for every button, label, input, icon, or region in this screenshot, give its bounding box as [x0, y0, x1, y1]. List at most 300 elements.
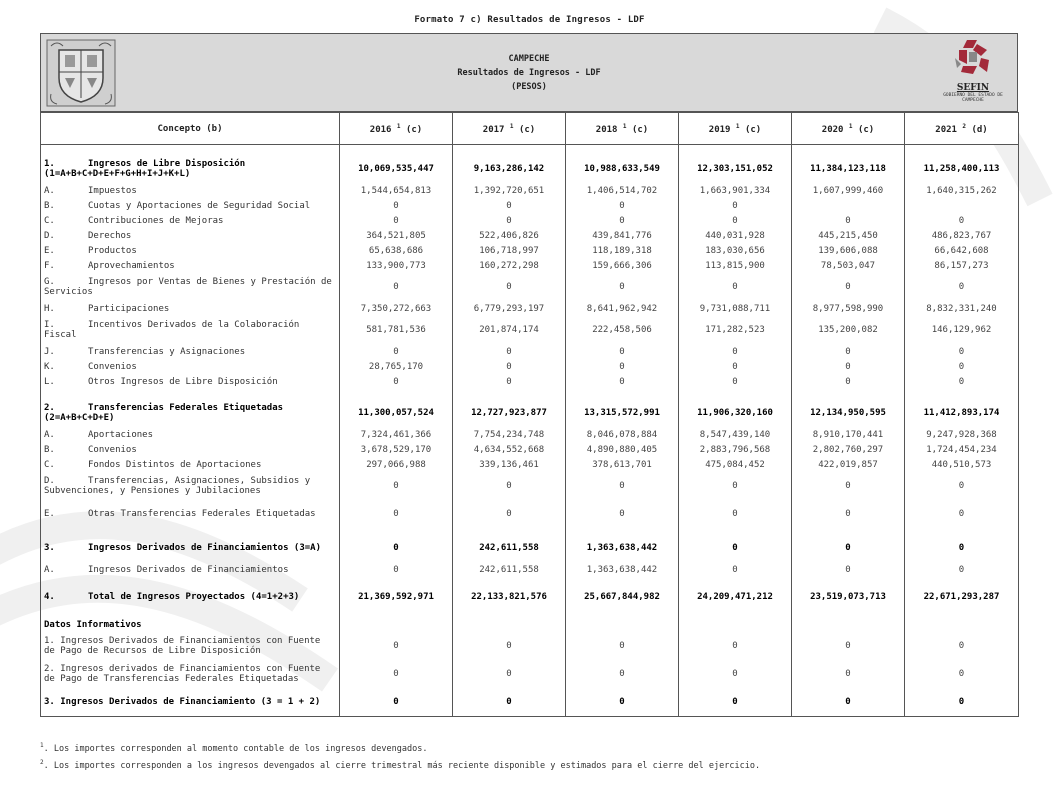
value-cell-2021	[905, 198, 1019, 213]
value-cell-2018: 0	[566, 472, 679, 500]
concept-cell	[41, 316, 340, 344]
value-cell-2019: 475,084,452	[679, 457, 792, 472]
concept-label: Productos	[88, 245, 137, 256]
concept-label: Incentivos Derivados de la Colaboración Fiscal	[44, 320, 300, 340]
concept-cell	[41, 198, 340, 213]
value-cell-2016: 3,678,529,170	[340, 442, 453, 457]
value-cell-2017: 0	[453, 374, 566, 389]
concept-label: 3. Ingresos Derivados de Financiamiento (3 = 1 + 2)	[44, 697, 321, 707]
year-label: 2018	[595, 124, 618, 135]
value-cell-2018: 10,988,633,549	[566, 155, 679, 183]
concept-prefix: E.	[44, 245, 55, 256]
value-cell-2017: 0	[453, 472, 566, 500]
concept-cell	[41, 457, 340, 472]
footnote-marker: 2	[40, 758, 44, 766]
concept-cell	[41, 243, 340, 258]
value-cell-2019: 1,663,901,334	[679, 183, 792, 198]
concept-cell	[41, 442, 340, 457]
spacer-cell	[905, 389, 1019, 399]
value-cell-2018: 0	[566, 198, 679, 213]
table-row	[41, 472, 1019, 500]
table-row	[41, 442, 1019, 457]
value-cell-2019: 0	[679, 472, 792, 500]
concept-cell	[41, 301, 340, 316]
year-footnote-marker: 1	[622, 122, 627, 130]
value-cell-2016: 581,781,536	[340, 316, 453, 344]
table-row	[41, 155, 1019, 183]
spacer-cell	[340, 389, 453, 399]
value-cell-2020: 0	[792, 359, 905, 374]
table-header-row	[41, 113, 1019, 145]
value-cell-2019	[679, 617, 792, 632]
footnote-marker: 1	[40, 742, 44, 749]
value-cell-2021: 0	[905, 660, 1019, 688]
value-cell-2019: 113,815,900	[679, 258, 792, 273]
concept-prefix: 3.	[44, 543, 55, 553]
table-row	[41, 344, 1019, 359]
value-cell-2021: 11,258,400,113	[905, 155, 1019, 183]
value-cell-2018: 0	[566, 344, 679, 359]
value-cell-2020: 0	[792, 273, 905, 301]
value-cell-2021: 86,157,273	[905, 258, 1019, 273]
concept-prefix: 2.	[44, 403, 55, 413]
year-tag: (c)	[857, 124, 875, 135]
value-cell-2021: 1,640,315,262	[905, 183, 1019, 198]
value-cell-2017: 0	[453, 213, 566, 228]
value-cell-2016: 0	[340, 344, 453, 359]
table-row	[41, 316, 1019, 344]
value-cell-2020: 11,384,123,118	[792, 155, 905, 183]
value-cell-2016: 0	[340, 472, 453, 500]
table-row	[41, 534, 1019, 562]
value-cell-2016: 0	[340, 562, 453, 577]
value-cell-2019: 0	[679, 660, 792, 688]
value-cell-2018: 159,666,306	[566, 258, 679, 273]
sefin-logo	[937, 38, 1009, 108]
value-cell-2021: 11,412,893,174	[905, 399, 1019, 427]
value-cell-2017: 4,634,552,668	[453, 442, 566, 457]
spacer-cell	[679, 389, 792, 399]
concept-prefix: L.	[44, 376, 55, 387]
value-cell-2018: 1,363,638,442	[566, 534, 679, 562]
concept-prefix: C.	[44, 215, 55, 226]
spacer-cell	[41, 389, 340, 399]
value-cell-2020: 0	[792, 660, 905, 688]
value-cell-2020: 0	[792, 374, 905, 389]
value-cell-2018: 0	[566, 273, 679, 301]
value-cell-2021: 0	[905, 359, 1019, 374]
concept-prefix: G.	[44, 277, 55, 287]
concept-prefix: E.	[44, 509, 55, 519]
concept-cell	[41, 183, 340, 198]
value-cell-2017: 242,611,558	[453, 562, 566, 577]
concept-cell	[41, 258, 340, 273]
concept-prefix: K.	[44, 361, 55, 372]
concept-label: Contribuciones de Mejoras	[88, 215, 224, 226]
value-cell-2016: 0	[340, 273, 453, 301]
value-cell-2021: 22,671,293,287	[905, 583, 1019, 611]
concept-label: Ingresos Derivados de Financiamientos	[88, 564, 289, 575]
value-cell-2020: 8,977,598,990	[792, 301, 905, 316]
concept-label: Ingresos de Libre Disposición (1=A+B+C+D+E+F+G+H+I+J+K+L)	[44, 159, 246, 179]
concept-label: Fondos Distintos de Aportaciones	[88, 459, 262, 470]
value-cell-2019: 0	[679, 273, 792, 301]
spacer-cell	[679, 145, 792, 156]
year-tag: (c)	[405, 124, 423, 135]
value-cell-2019: 0	[679, 198, 792, 213]
value-cell-2021: 0	[905, 273, 1019, 301]
value-cell-2019: 0	[679, 344, 792, 359]
concept-cell	[41, 399, 340, 427]
concept-prefix: D.	[44, 230, 55, 241]
value-cell-2019: 0	[679, 500, 792, 528]
spacer-row	[41, 389, 1019, 399]
value-cell-2018	[566, 617, 679, 632]
value-cell-2021: 0	[905, 534, 1019, 562]
value-cell-2017	[453, 617, 566, 632]
value-cell-2016	[340, 617, 453, 632]
value-cell-2019: 171,282,523	[679, 316, 792, 344]
value-cell-2021: 486,823,767	[905, 228, 1019, 243]
concept-label: Ingresos Derivados de Financiamientos (3=A)	[88, 543, 321, 553]
table-row	[41, 183, 1019, 198]
value-cell-2021: 0	[905, 374, 1019, 389]
year-footnote-marker: 1	[509, 122, 514, 130]
value-cell-2016: 7,350,272,663	[340, 301, 453, 316]
table-row	[41, 688, 1019, 717]
table-row	[41, 500, 1019, 528]
footnote-text: . Los importes corresponden a los ingresos devengados al cierre trimestral más reciente disponible y estimados para el cierre del ejercicio.	[43, 760, 761, 771]
value-cell-2016: 0	[340, 688, 453, 717]
table-row	[41, 228, 1019, 243]
concept-prefix: J.	[44, 346, 55, 357]
value-cell-2020: 2,802,760,297	[792, 442, 905, 457]
spacer-cell	[566, 389, 679, 399]
value-cell-2017: 7,754,234,748	[453, 427, 566, 442]
value-cell-2016: 0	[340, 500, 453, 528]
value-cell-2019: 0	[679, 374, 792, 389]
table-row	[41, 301, 1019, 316]
spacer-cell	[792, 145, 905, 156]
year-label: 2017	[482, 124, 505, 135]
concept-cell	[41, 688, 340, 717]
value-cell-2017: 201,874,174	[453, 316, 566, 344]
concept-prefix: C.	[44, 459, 55, 470]
concept-cell	[41, 427, 340, 442]
year-column-header-2018	[566, 113, 679, 145]
table-row	[41, 562, 1019, 577]
year-footnote-marker: 1	[735, 122, 740, 130]
value-cell-2017: 0	[453, 660, 566, 688]
value-cell-2018: 8,641,962,942	[566, 301, 679, 316]
value-cell-2020: 1,607,999,460	[792, 183, 905, 198]
concept-cell	[41, 374, 340, 389]
income-results-table	[40, 112, 1019, 717]
table-row	[41, 273, 1019, 301]
concept-label: Participaciones	[88, 303, 170, 314]
value-cell-2018: 0	[566, 359, 679, 374]
footnote	[40, 739, 760, 756]
value-cell-2019: 12,303,151,052	[679, 155, 792, 183]
spacer-row	[41, 145, 1019, 156]
value-cell-2017: 0	[453, 632, 566, 660]
value-cell-2016: 0	[340, 534, 453, 562]
value-cell-2017: 242,611,558	[453, 534, 566, 562]
footnotes	[40, 739, 760, 773]
value-cell-2018: 0	[566, 500, 679, 528]
concept-cell	[41, 472, 340, 500]
value-cell-2020: 8,910,170,441	[792, 427, 905, 442]
value-cell-2021	[905, 617, 1019, 632]
value-cell-2020: 422,019,857	[792, 457, 905, 472]
year-label: 2019	[708, 124, 731, 135]
value-cell-2019: 9,731,088,711	[679, 301, 792, 316]
value-cell-2018: 8,046,078,884	[566, 427, 679, 442]
concept-prefix: B.	[44, 200, 55, 211]
value-cell-2016: 364,521,805	[340, 228, 453, 243]
concept-cell	[41, 500, 340, 528]
value-cell-2018: 0	[566, 213, 679, 228]
value-cell-2020: 135,200,082	[792, 316, 905, 344]
value-cell-2020: 445,215,450	[792, 228, 905, 243]
spacer-cell	[453, 145, 566, 156]
value-cell-2016: 133,900,773	[340, 258, 453, 273]
value-cell-2018: 0	[566, 374, 679, 389]
value-cell-2016: 21,369,592,971	[340, 583, 453, 611]
value-cell-2021: 8,832,331,240	[905, 301, 1019, 316]
value-cell-2019: 0	[679, 688, 792, 717]
report-banner	[40, 33, 1018, 112]
sefin-emblem-icon	[951, 38, 995, 78]
value-cell-2021: 0	[905, 562, 1019, 577]
value-cell-2021: 0	[905, 632, 1019, 660]
value-cell-2021: 0	[905, 472, 1019, 500]
value-cell-2016: 0	[340, 213, 453, 228]
value-cell-2018: 0	[566, 660, 679, 688]
value-cell-2016: 11,300,057,524	[340, 399, 453, 427]
table-row	[41, 457, 1019, 472]
year-column-header-2020	[792, 113, 905, 145]
value-cell-2021: 146,129,962	[905, 316, 1019, 344]
concept-prefix: B.	[44, 444, 55, 455]
concept-prefix: 1.	[44, 159, 55, 169]
year-label: 2016	[369, 124, 392, 135]
value-cell-2020: 23,519,073,713	[792, 583, 905, 611]
value-cell-2016: 10,069,535,447	[340, 155, 453, 183]
value-cell-2020: 0	[792, 534, 905, 562]
sefin-logo-text: SEFIN	[956, 83, 990, 93]
concept-cell	[41, 359, 340, 374]
concept-prefix: 4.	[44, 592, 55, 602]
value-cell-2019: 183,030,656	[679, 243, 792, 258]
year-footnote-marker: 1	[848, 122, 853, 130]
table-row	[41, 660, 1019, 688]
value-cell-2016: 297,066,988	[340, 457, 453, 472]
section-heading-row	[41, 617, 1019, 632]
concept-label: Aportaciones	[88, 429, 154, 440]
value-cell-2021: 1,724,454,234	[905, 442, 1019, 457]
value-cell-2019: 0	[679, 359, 792, 374]
year-label: 2021	[935, 124, 957, 135]
value-cell-2018: 0	[566, 632, 679, 660]
value-cell-2017: 522,406,826	[453, 228, 566, 243]
value-cell-2020: 0	[792, 500, 905, 528]
value-cell-2019: 0	[679, 562, 792, 577]
value-cell-2017: 0	[453, 359, 566, 374]
value-cell-2016: 7,324,461,366	[340, 427, 453, 442]
value-cell-2021: 440,510,573	[905, 457, 1019, 472]
spacer-cell	[566, 145, 679, 156]
value-cell-2019: 440,031,928	[679, 228, 792, 243]
value-cell-2021: 0	[905, 688, 1019, 717]
value-cell-2018: 25,667,844,982	[566, 583, 679, 611]
value-cell-2018: 0	[566, 688, 679, 717]
footnote	[40, 756, 760, 773]
value-cell-2021: 0	[905, 213, 1019, 228]
concept-cell	[41, 534, 340, 562]
table-row	[41, 427, 1019, 442]
concept-prefix: H.	[44, 303, 55, 314]
value-cell-2017: 0	[453, 500, 566, 528]
footnote-text: . Los importes corresponden al momento contable de los ingresos devengados.	[43, 743, 428, 754]
spacer-cell	[905, 145, 1019, 156]
value-cell-2020: 0	[792, 344, 905, 359]
concept-label: 2. Ingresos derivados de Financiamientos con Fuente de Pago de Transferencias Federales Etiquetadas	[44, 664, 321, 684]
value-cell-2017: 1,392,720,651	[453, 183, 566, 198]
value-cell-2021: 66,642,608	[905, 243, 1019, 258]
concept-prefix: D.	[44, 476, 55, 486]
value-cell-2016: 0	[340, 632, 453, 660]
value-cell-2016: 0	[340, 660, 453, 688]
year-footnote-marker: 2	[962, 122, 967, 130]
value-cell-2018: 4,890,880,405	[566, 442, 679, 457]
value-cell-2018: 13,315,572,991	[566, 399, 679, 427]
concept-label: Transferencias y Asignaciones	[88, 346, 246, 357]
value-cell-2020: 0	[792, 562, 905, 577]
value-cell-2017: 0	[453, 688, 566, 717]
value-cell-2019: 0	[679, 632, 792, 660]
concept-label: Convenios	[88, 444, 137, 455]
concept-cell	[41, 213, 340, 228]
concept-label: Ingresos por Ventas de Bienes y Prestación de Servicios	[44, 277, 332, 297]
year-tag: (c)	[518, 124, 536, 135]
table-row	[41, 198, 1019, 213]
concept-label: Transferencias, Asignaciones, Subsidios y Subvenciones, y Pensiones y Jubilaciones	[44, 476, 311, 496]
spacer-cell	[453, 389, 566, 399]
year-label: 2020	[821, 124, 844, 135]
concept-label: Aprovechamientos	[88, 260, 175, 271]
value-cell-2017: 22,133,821,576	[453, 583, 566, 611]
value-cell-2021: 0	[905, 344, 1019, 359]
value-cell-2018: 378,613,701	[566, 457, 679, 472]
spacer-cell	[792, 389, 905, 399]
concept-cell	[41, 228, 340, 243]
value-cell-2019: 0	[679, 213, 792, 228]
value-cell-2016: 0	[340, 374, 453, 389]
concept-cell	[41, 273, 340, 301]
entity-name: CAMPECHE	[508, 54, 550, 64]
concept-cell	[41, 562, 340, 577]
value-cell-2017: 339,136,461	[453, 457, 566, 472]
value-cell-2017: 0	[453, 273, 566, 301]
value-cell-2017: 106,718,997	[453, 243, 566, 258]
value-cell-2016: 0	[340, 198, 453, 213]
year-column-header-2019	[679, 113, 792, 145]
concept-cell	[41, 632, 340, 660]
year-tag: (d)	[971, 124, 988, 135]
value-cell-2021: 9,247,928,368	[905, 427, 1019, 442]
units-label: (PESOS)	[511, 82, 547, 92]
value-cell-2020: 12,134,950,595	[792, 399, 905, 427]
concept-prefix: A.	[44, 185, 55, 196]
document-title: Formato 7 c) Resultados de Ingresos - LDF	[414, 15, 645, 25]
concept-label: Derechos	[88, 230, 132, 241]
value-cell-2019: 8,547,439,140	[679, 427, 792, 442]
value-cell-2019: 24,209,471,212	[679, 583, 792, 611]
value-cell-2019: 2,883,796,568	[679, 442, 792, 457]
table-row	[41, 399, 1019, 427]
table-body	[41, 145, 1019, 717]
concept-label: Otras Transferencias Federales Etiquetadas	[88, 509, 316, 519]
concept-label: Convenios	[88, 361, 137, 372]
value-cell-2020: 0	[792, 213, 905, 228]
value-cell-2017: 12,727,923,877	[453, 399, 566, 427]
concept-cell	[41, 583, 340, 611]
value-cell-2018: 1,363,638,442	[566, 562, 679, 577]
value-cell-2018: 222,458,506	[566, 316, 679, 344]
concept-label: Cuotas y Aportaciones de Seguridad Social	[88, 200, 311, 211]
value-cell-2017: 160,272,298	[453, 258, 566, 273]
value-cell-2020: 0	[792, 688, 905, 717]
concept-prefix: I.	[44, 320, 55, 330]
report-name: Resultados de Ingresos - LDF	[457, 68, 601, 78]
concept-cell	[41, 660, 340, 688]
table-row	[41, 243, 1019, 258]
sefin-logo-subtitle: GOBIERNO DEL ESTADO DE CAMPECHE	[943, 93, 1003, 103]
year-tag: (c)	[631, 124, 649, 135]
table-row	[41, 583, 1019, 611]
spacer-cell	[340, 145, 453, 156]
value-cell-2018: 1,406,514,702	[566, 183, 679, 198]
value-cell-2018: 118,189,318	[566, 243, 679, 258]
concept-prefix: A.	[44, 564, 55, 575]
concept-label: Total de Ingresos Proyectados (4=1+2+3)	[88, 592, 300, 602]
year-column-header-2016	[340, 113, 453, 145]
table-row	[41, 632, 1019, 660]
table-row	[41, 258, 1019, 273]
spacer-cell	[41, 145, 340, 156]
year-tag: (c)	[744, 124, 762, 135]
value-cell-2016: 28,765,170	[340, 359, 453, 374]
value-cell-2018: 439,841,776	[566, 228, 679, 243]
value-cell-2017: 0	[453, 198, 566, 213]
table-row	[41, 359, 1019, 374]
table-row	[41, 374, 1019, 389]
table-row	[41, 213, 1019, 228]
concept-cell	[41, 344, 340, 359]
concept-label: Otros Ingresos de Libre Disposición	[88, 376, 278, 387]
value-cell-2020	[792, 198, 905, 213]
concept-label: Datos Informativos	[44, 619, 142, 630]
concept-label: Transferencias Federales Etiquetadas (2=A+B+C+D+E)	[44, 403, 284, 423]
concept-label: Impuestos	[88, 185, 137, 196]
concept-label: 1. Ingresos Derivados de Financiamientos con Fuente de Pago de Recursos de Libre Disposición	[44, 636, 321, 656]
value-cell-2020: 78,503,047	[792, 258, 905, 273]
value-cell-2020	[792, 617, 905, 632]
year-column-header-2017	[453, 113, 566, 145]
value-cell-2021: 0	[905, 500, 1019, 528]
value-cell-2017: 6,779,293,197	[453, 301, 566, 316]
